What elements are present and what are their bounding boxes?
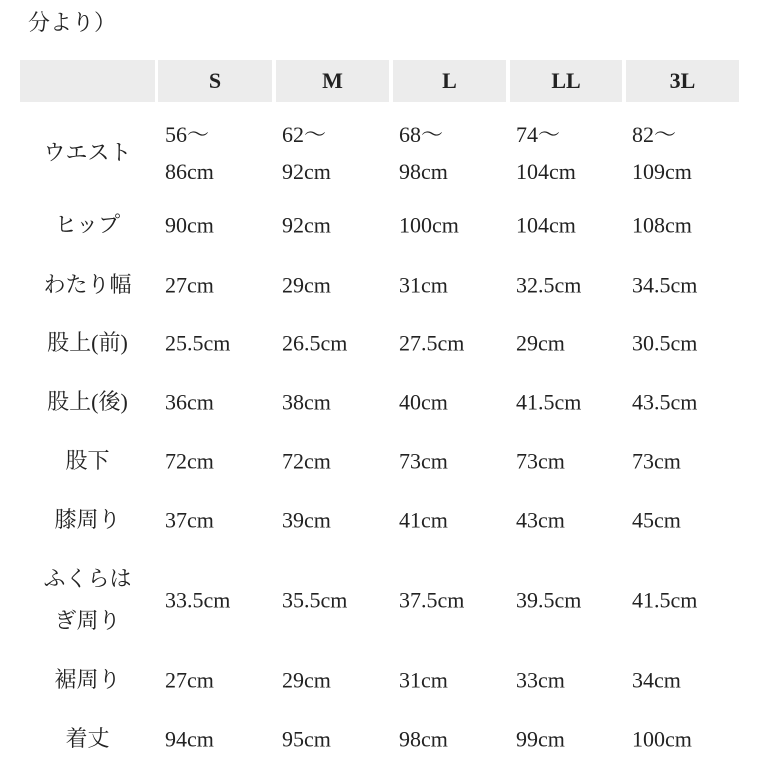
- table-cell: 30.5cm: [632, 330, 698, 356]
- table-cell: 27cm: [165, 272, 214, 298]
- table-cell: 108cm: [632, 212, 692, 238]
- row-label: 股下: [65, 448, 110, 473]
- table-cell: 100cm: [399, 212, 459, 238]
- table-cell: 72cm: [165, 448, 214, 474]
- table-cell: 95cm: [282, 726, 331, 752]
- table-cell: 73cm: [632, 448, 681, 474]
- header-size-3l: 3L: [626, 60, 739, 102]
- table-cell: 29cm: [282, 667, 331, 693]
- table-cell: 37cm: [165, 507, 214, 533]
- table-cell: 27.5cm: [399, 330, 465, 356]
- row-label: 裾周り: [54, 667, 121, 692]
- row-label: 股上(前): [47, 330, 128, 355]
- table-cell: 33cm: [516, 667, 565, 693]
- table-cell: 72cm: [282, 448, 331, 474]
- table-cell: 29cm: [282, 272, 331, 298]
- header-size-m: M: [276, 60, 389, 102]
- table-cell: 39.5cm: [516, 587, 582, 613]
- table-cell: 36cm: [165, 389, 214, 415]
- header-size-ll: LL: [510, 60, 622, 102]
- table-cell: 25.5cm: [165, 330, 231, 356]
- table-cell: 39cm: [282, 507, 331, 533]
- header-blank-cell: [20, 60, 155, 102]
- table-cell: 90cm: [165, 212, 214, 238]
- table-cell: 99cm: [516, 726, 565, 752]
- table-cell: 56〜 86cm: [165, 122, 214, 184]
- row-label: 膝周り: [54, 507, 121, 532]
- table-cell: 40cm: [399, 389, 448, 415]
- table-cell: 33.5cm: [165, 587, 231, 613]
- header-size-l: L: [393, 60, 506, 102]
- table-cell: 34cm: [632, 667, 681, 693]
- header-size-s: S: [158, 60, 272, 102]
- table-cell: 38cm: [282, 389, 331, 415]
- table-cell: 41.5cm: [516, 389, 582, 415]
- table-cell: 31cm: [399, 272, 448, 298]
- table-cell: 31cm: [399, 667, 448, 693]
- table-cell: 98cm: [399, 726, 448, 752]
- row-label: ヒップ: [54, 212, 121, 237]
- table-cell: 104cm: [516, 212, 576, 238]
- table-cell: 41.5cm: [632, 587, 698, 613]
- table-cell: 34.5cm: [632, 272, 698, 298]
- table-cell: 73cm: [399, 448, 448, 474]
- row-label: わたり幅: [43, 272, 132, 297]
- table-cell: 74〜 104cm: [516, 122, 576, 184]
- table-cell: 32.5cm: [516, 272, 582, 298]
- row-label: ふくらは ぎ周り: [43, 566, 132, 633]
- table-cell: 45cm: [632, 507, 681, 533]
- table-cell: 43.5cm: [632, 389, 698, 415]
- table-cell: 82〜 109cm: [632, 122, 692, 184]
- table-cell: 73cm: [516, 448, 565, 474]
- table-cell: 68〜 98cm: [399, 122, 448, 184]
- caption-text: 分より）: [28, 10, 117, 35]
- table-cell: 37.5cm: [399, 587, 465, 613]
- table-cell: 94cm: [165, 726, 214, 752]
- table-cell: 29cm: [516, 330, 565, 356]
- table-cell: 43cm: [516, 507, 565, 533]
- table-cell: 27cm: [165, 667, 214, 693]
- table-cell: 92cm: [282, 212, 331, 238]
- table-cell: 41cm: [399, 507, 448, 533]
- table-cell: 26.5cm: [282, 330, 348, 356]
- table-cell: 62〜 92cm: [282, 122, 331, 184]
- row-label: ウエスト: [43, 140, 132, 165]
- table-cell: 100cm: [632, 726, 692, 752]
- table-cell: 35.5cm: [282, 587, 348, 613]
- row-label: 股上(後): [47, 389, 128, 414]
- row-label: 着丈: [65, 726, 110, 751]
